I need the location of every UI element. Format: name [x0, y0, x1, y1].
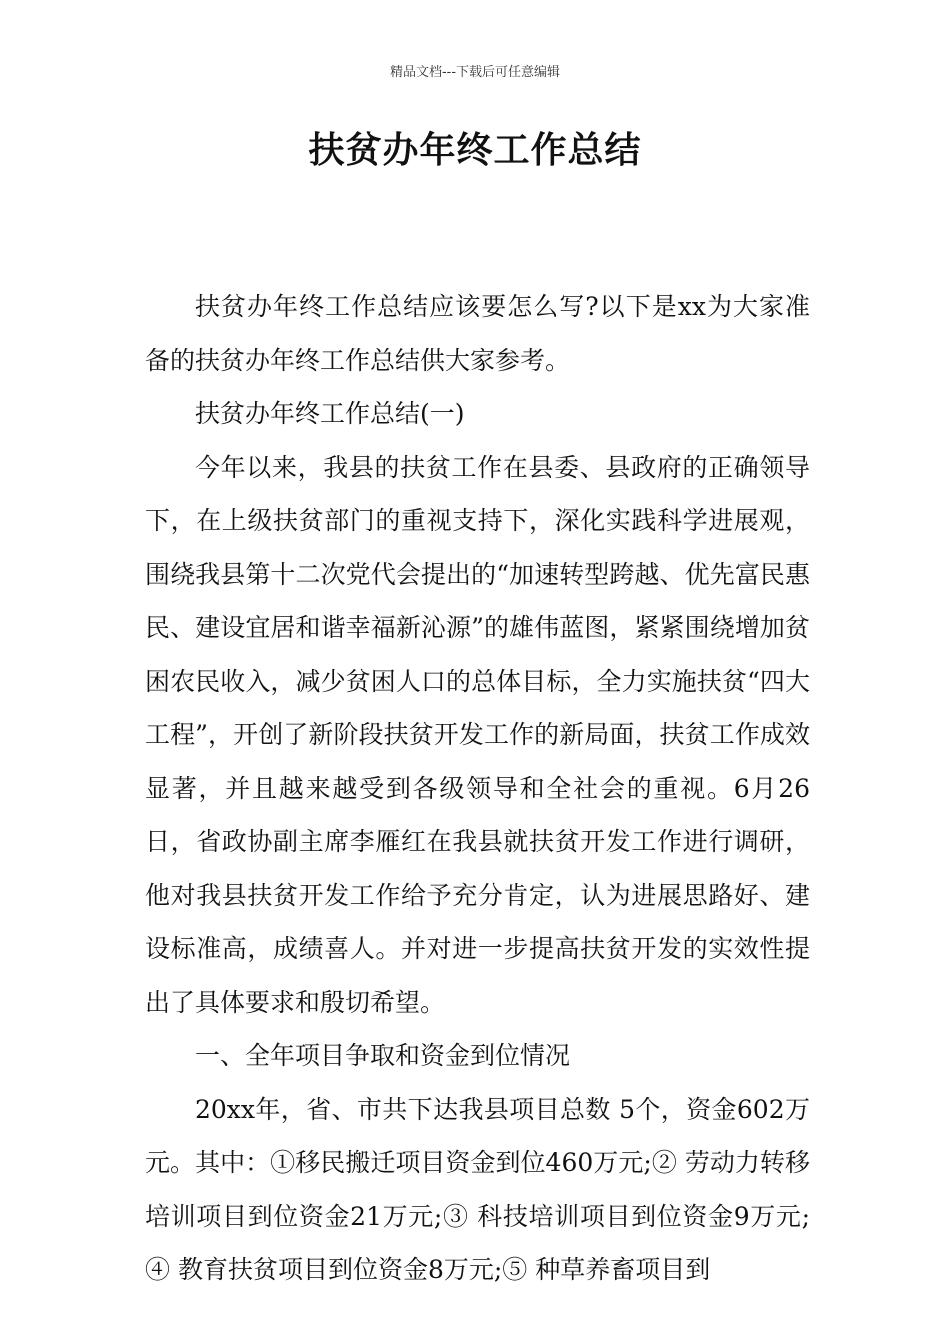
intro-paragraph: 扶贫办年终工作总结应该要怎么写?以下是xx为大家准备的扶贫办年终工作总结供大家参考。	[145, 292, 810, 375]
body-paragraph: 今年以来，我县的扶贫工作在县委、县政府的正确领导下，在上级扶贫部门的重视支持下，深化实践科学进展观，围绕我县第十二次党代会提出的“加速转型跨越、优先富民惠民、建设宜居和谐幸福新沁源”的雄伟蓝图，紧紧围绕增加贫困农民收入，减少贫困人口的总体目标，全力实施扶贫“四大工程”，开创了新阶段扶贫开发工作的新局面，扶贫工作成效显著，并且越来越受到各级领导和全社会的重视。6月26日，省政协副主席李雁红在我县就扶贫开发工作进行调研，他对我县扶贫开发工作给予充分肯定，认为进展思路好、建设标准高，成绩喜人。并对进一步提高扶贫开发的实效性提出了具体要求和殷切希望。	[145, 452, 810, 1017]
header-note: 精品文档---下载后可任意编辑	[389, 65, 561, 80]
document-body	[145, 280, 810, 1297]
body-paragraph-funds: 20xx年，省、市共下达我县项目总数 5个，资金602万元。其中：①移民搬迁项目资金到位460万元;② 劳动力转移培训项目到位资金21万元;③ 科技培训项目到位资金9万元;④ 教育扶贫项目到位资金8万元;⑤ 种草养畜项目到	[145, 1094, 810, 1284]
document-title: 扶贫办年终工作总结	[308, 130, 642, 171]
section-heading-projects-funds: 一、全年项目争取和资金到位情况	[195, 1041, 571, 1070]
section-heading-summary-one: 扶贫办年终工作总结(一)	[195, 399, 465, 428]
